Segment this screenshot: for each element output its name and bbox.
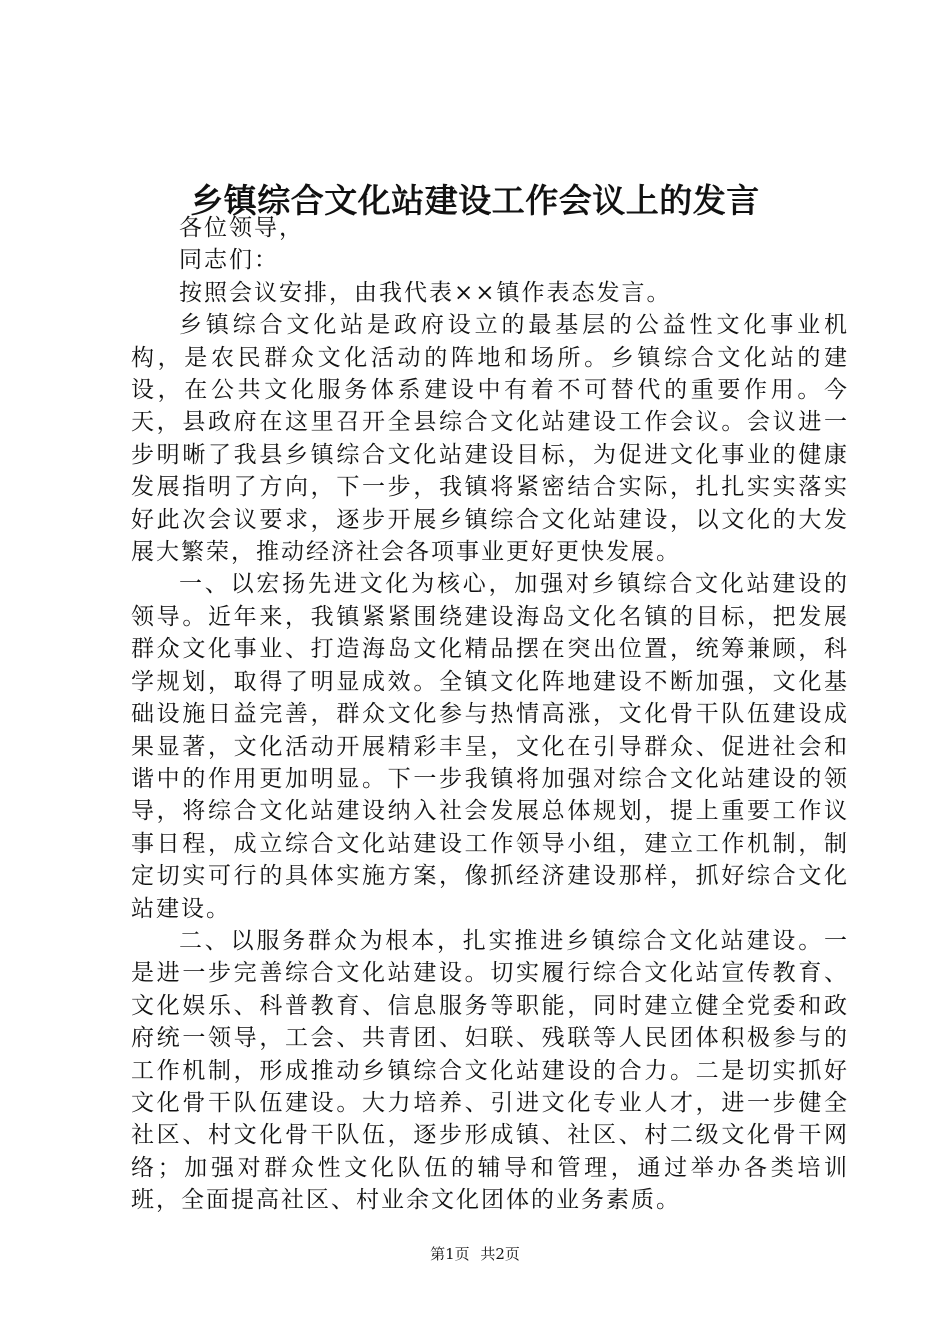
opening-paragraph: 按照会议安排，由我代表××镇作表态发言。 <box>179 279 672 306</box>
page-total: 共2页 <box>480 1245 520 1263</box>
salutation-comrades: 同志们： <box>179 247 279 274</box>
body-paragraph: 二、以服务群众为根本，扎实推进乡镇综合文化站建设。一是进一步完善综合文化站建设。切实履行综合文化站宣传教育、文化娱乐、科普教育、信息服务等职能，同时建立健全党委和政府统一领导，工会、共青团、妇联、残联等人民团体积极参与的工作机制，形成推动乡镇综合文化站建设的合力。二是切实抓好文化骨干队伍建设。大力培养、引进文化专业人才，进一步健全社区、村文化骨干队伍，逐步形成镇、社区、村二级文化骨干网络；加强对群众性文化队伍的辅导和管理，通过举办各类培训班，全面提高社区、村业余文化团体的业务素质。 <box>131 927 849 1214</box>
document-title: 乡镇综合文化站建设工作会议上的发言 <box>190 181 760 220</box>
body-paragraph: 乡镇综合文化站是政府设立的最基层的公益性文化事业机构，是农民群众文化活动的阵地和场所。乡镇综合文化站的建设，在公共文化服务体系建设中有着不可替代的重要作用。今天，县政府在这里召开全县综合文化站建设工作会议。会议进一步明晰了我县乡镇综合文化站建设目标，为促进文化事业的健康发展指明了方向，下一步，我镇将紧密结合实际，扎扎实实落实好此次会议要求，逐步开展乡镇综合文化站建设，以文化的大发展大繁荣，推动经济社会各项事业更好更快发展。 <box>131 312 849 566</box>
body-paragraph: 一、以宏扬先进文化为核心，加强对乡镇综合文化站建设的领导。近年来，我镇紧紧围绕建设海岛文化名镇的目标，把发展群众文化事业、打造海岛文化精品摆在突出位置，统筹兼顾，科学规划，取得了明显成效。全镇文化阵地建设不断加强，文化基础设施日益完善，群众文化参与热情高涨，文化骨干队伍建设成果显著，文化活动开展精彩丰呈，文化在引导群众、促进社会和谐中的作用更加明显。下一步我镇将加强对综合文化站建设的领导，将综合文化站建设纳入社会发展总体规划，提上重要工作议事日程，成立综合文化站建设工作领导小组，建立工作机制，制定切实可行的具体实施方案，像抓经济建设那样，抓好综合文化站建设。 <box>131 571 849 922</box>
page-footer <box>0 1244 950 1264</box>
salutation-leaders: 各位领导， <box>179 215 304 241</box>
page-number: 第1页 <box>430 1245 470 1263</box>
document-body <box>131 212 849 1217</box>
